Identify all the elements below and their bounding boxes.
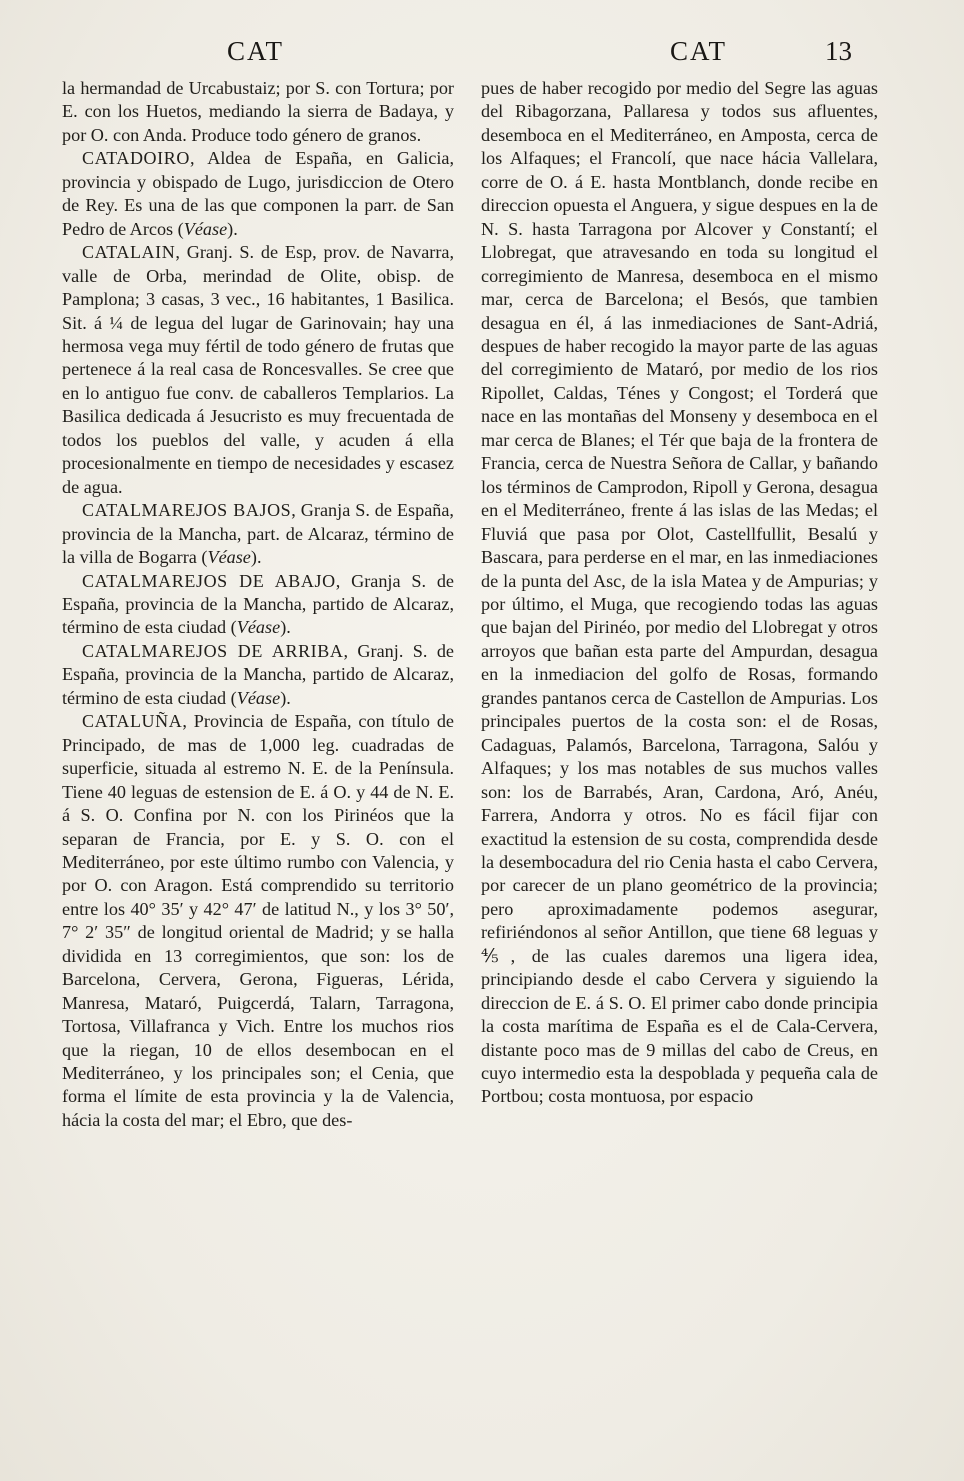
entry-text: , Provincia de España, con título de Principado, de mas de 1,000 leg. cuadradas de superficie, situada al estremo N. E. de la Península. Tiene 40 leguas de estension de E. á O. y 44 de N. E. á S. O. Confina por N. con los Pirinéos que la separan de Francia, por E. y S. O. con el Mediterráneo, por este último rumbo con Valencia, y por O. con Aragon. Está comprendido su territorio entre los 40° 35′ y 42° 47′ de latitud N., y los 3° 50′, 7° 2′ 35″ de longitud oriental de Madrid; y se halla dividida en 13 corregimientos, que son: los de Barcelona, Cervera, Gerona, Figueras, Lérida, Manresa, Mataró, Puigcerdá, Talarn, Tarragona, Tortosa, Villafranca y Vich. Entre los muchos rios que la riegan, 10 de ellos desembocan en el Mediterráneo, y los principales son; el Cenia, que forma el límite de esta provincia y la de Valencia, hácia la costa del mar; el Ebro, que des-	[62, 711, 454, 1130]
entry-text: , Aldea de España, en Galicia, provincia y obispado de Lugo, jurisdiccion de Otero de Rey. Es una de las que componen la parr. de San Pedro de Arcos (	[62, 148, 454, 239]
headword: CATADOIRO	[82, 148, 190, 169]
right-column	[481, 77, 878, 1109]
entry-text: , Granj. S. de España, provincia de la Mancha, partido de Alcaraz, término de esta ciudad (	[62, 640, 454, 708]
entry-catalmarejos-de-arriba	[62, 640, 454, 710]
headword: CATALMAREJOS DE ABAJO	[82, 570, 336, 591]
running-header-right: CAT	[670, 36, 728, 66]
cross-reference: Véase	[236, 617, 281, 638]
entry-tail: ).	[280, 687, 291, 708]
entry-tail: ).	[250, 547, 262, 568]
entry-text: , Granj. S. de Esp, prov. de Navarra, valle de Orba, merindad de Olite, obisp. de Pamplona; 3 casas, 3 vec., 16 habitantes, 1 Basilica. Sit. á ¼ de legua del lugar de Garinovain; hay una hermosa vega muy fértil de todo género de frutas que pertenece á la real casa de Roncesvalles. Se cree que en lo antiguo fue conv. de caballeros Templarios. La Basilica dedicada á Jesucristo es muy frecuentada de todos los pueblos del valle, y acuden á ella procesionalmente en tiempo de necesidades y escasez de agua.	[62, 242, 454, 497]
entry-catalmarejos-de-abajo	[62, 570, 454, 640]
headword: CATALMAREJOS DE ARRIBA	[82, 640, 344, 661]
continuation-paragraph: pues de haber recogido por medio del Segre las aguas del Ribagorzana, Pallaresa y todos sus afluentes, desemboca en el Mediterráneo, en Amposta, cerca de los Alfaques; el Francolí, que nace hácia Vallelara, corre de O. á E. hasta Montblanch, donde recibe en direccion opuesta el Anguera, y sigue despues en la de N. S. hasta Tarragona por Alcover y Constantí; el Llobregat, que atravesando en toda su longitud el corregimiento de Manresa, desemboca en el mismo mar, cerca de Barcelona; el Besós, que tambien desagua en él, á las inmediaciones de Sant-Adriá, despues de haber recogido la mayor parte de las aguas del corregimiento de Mataró, por medio de los rios Ripollet, Caldas, Ténes y Congost; el Torderá que nace en las montañas del Monseny y desemboca en el mar cerca de Blanes; el Tér que baja de la frontera de Francia, cerca de Nuestra Señora de Callar, y bañando los términos de Camprodon, Ripoll y Gerona, desagua en el Mediterráneo, frente á las islas de las Medas; el Fluviá que pasa por Olot, Castellfullit, Besalú y Bascara, para perderse en el mar, en las inmediaciones de la punta del Asc, de la isla Matea y de Ampurias; y por último, el Muga, que recogiendo todas las aguas que bajan del Pirinéo, por medio del Llobregat y otros arroyos que bañan esta parte del Ampurdan, desagua en la inmediacion del golfo de Rosas, formando grandes pantanos cerca de Castellon de Ampurias. Los principales puertos de la costa son: el de Rosas, Cadaguas, Palamós, Barcelona, Tarragona, Salóu y Alfaques; y los mas notables de sus muchos valles son: los de Barrabés, Aran, Cardona, Aró, Anéu, Farrera, Andorra y otros. No es fácil fijar con exactitud la estension de su costa, comprendida desde la desembocadura del rio Cenia hasta el cabo Cervera, por carecer de un plano geométrico de la provincia; pero aproximadamente podemos asegurar, refiriéndonos al señor Antillon, que tiene 68 leguas y ⅘, de las cuales daremos una ligera idea, principiando desde el cabo Cervera y siguiendo la direccion de E. á S. O. El primer cabo donde principia la costa marítima de España es el de Cala-Cervera, distante poco mas de 9 millas del cabo de Creus, en cuyo intermedio esta la despoblada y pequeña cala de Portbou; costa montuosa, por espacio	[481, 78, 878, 1107]
entry-tail: ).	[280, 617, 291, 638]
cross-reference: Véase	[207, 547, 251, 568]
continuation-paragraph: la hermandad de Urcabustaiz; por S. con Tortura; por E. con los Huetos, mediando la sierra de Badaya, y por O. con Anda. Produce todo género de granos.	[62, 78, 454, 145]
entry-catalain	[62, 241, 454, 499]
entry-text: , Granja S. de España, provincia de la Mancha, part. de Alcaraz, término de la villa de Bogarra (	[62, 500, 454, 568]
entry-tail: ).	[227, 218, 238, 239]
left-column	[62, 77, 454, 1132]
entry-catalmarejos-bajos	[62, 499, 454, 569]
cross-reference: Véase	[183, 218, 228, 239]
headword: CATALAIN	[82, 242, 176, 263]
entry-cataluna	[62, 710, 454, 1132]
entry-text: , Granja S. de España, provincia de la Mancha, partido de Alcaraz, término de esta ciudad (	[62, 570, 455, 638]
running-header-left: CAT	[227, 36, 285, 66]
headword: CATALMAREJOS BAJOS	[82, 500, 292, 521]
entry-catadoiro	[62, 147, 454, 241]
headword: CATALUÑA	[82, 711, 183, 732]
page-number: 13	[825, 36, 852, 66]
cross-reference: Véase	[236, 687, 281, 708]
